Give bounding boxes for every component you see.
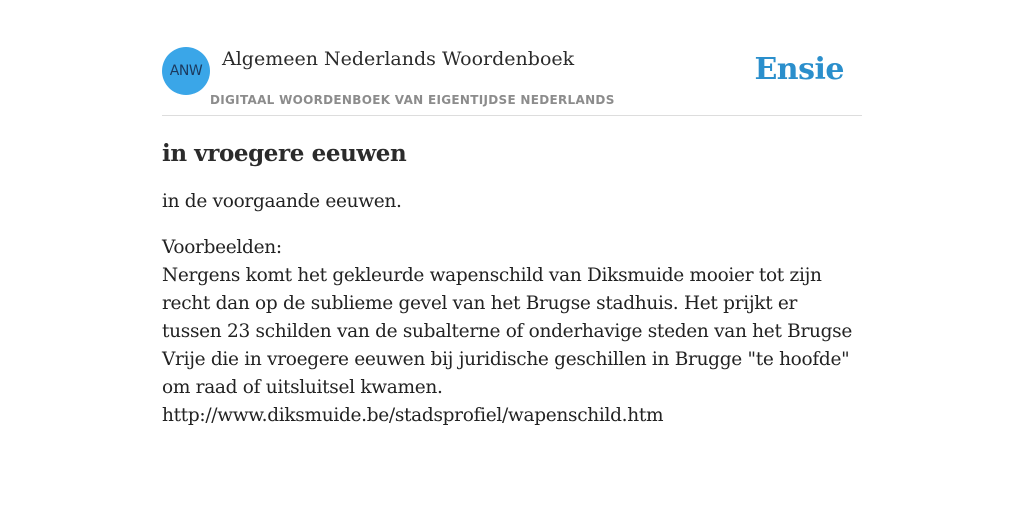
examples-section	[162, 234, 862, 430]
entry-term: in vroegere eeuwen	[162, 140, 407, 167]
site-subtitle: DIGITAAL WOORDENBOEK VAN EIGENTIJDSE NEDERLANDS	[210, 93, 615, 107]
header	[162, 47, 862, 116]
entry-definition: in de voorgaande eeuwen.	[162, 191, 402, 212]
site-title[interactable]: Algemeen Nederlands Woordenboek	[222, 48, 575, 70]
anw-logo[interactable]: ANW	[162, 47, 210, 95]
examples-label: Voorbeelden:	[162, 237, 282, 258]
entry-content	[162, 138, 862, 430]
example-text: Nergens komt het gekleurde wapenschild van Diksmuide mooier tot zijn recht dan op de sublieme gevel van het Brugse stadhuis. Het prijkt er tussen 23 schilden van de subalterne of onderhavige steden van het Brugse Vrije die in vroegere eeuwen bij juridische geschillen in Brugge "te hoofde" om raad of uitsluitsel kwamen.	[162, 265, 852, 398]
example-source: http://www.diksmuide.be/stadsprofiel/wapenschild.htm	[162, 405, 664, 426]
ensie-brand-link[interactable]: Ensie	[754, 52, 844, 87]
